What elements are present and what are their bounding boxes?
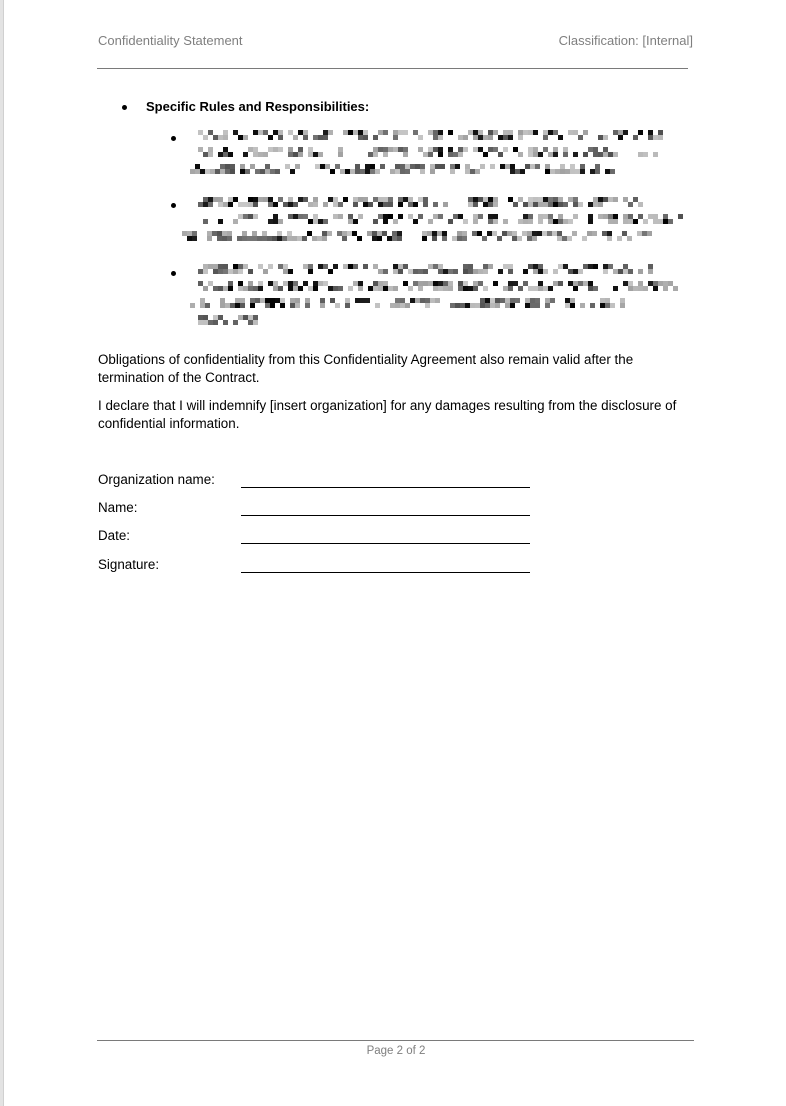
redaction-pixel bbox=[633, 219, 638, 224]
redaction-pixel bbox=[398, 269, 403, 274]
redaction-pixel bbox=[607, 236, 612, 241]
redaction-pixel bbox=[358, 214, 363, 219]
redaction-pixel bbox=[190, 303, 195, 308]
redaction-pixel bbox=[428, 219, 433, 224]
redaction-pixel bbox=[573, 152, 578, 157]
redaction-pixel bbox=[233, 219, 238, 224]
redaction-pixel bbox=[493, 281, 498, 286]
redaction-pixel bbox=[482, 236, 487, 241]
redaction-pixel bbox=[638, 269, 643, 274]
redaction-pixel bbox=[647, 231, 652, 236]
redaction-pixel bbox=[663, 286, 668, 291]
redaction-pixel bbox=[243, 135, 248, 140]
redaction-pixel bbox=[593, 286, 598, 291]
redaction-pixel bbox=[628, 269, 633, 274]
redaction-pixel bbox=[375, 169, 380, 174]
redaction-pixel bbox=[253, 320, 258, 325]
redaction-pixel bbox=[227, 236, 232, 241]
redaction-pixel bbox=[323, 135, 328, 140]
redaction-pixel bbox=[498, 152, 503, 157]
redaction-pixel bbox=[623, 130, 628, 135]
redaction-pixel bbox=[473, 286, 478, 291]
redaction-pixel bbox=[398, 202, 403, 207]
redaction-pixel bbox=[278, 219, 283, 224]
redaction-pixel bbox=[218, 219, 223, 224]
redaction-pixel bbox=[375, 303, 380, 308]
redaction-pixel bbox=[453, 269, 458, 274]
redaction-pixel bbox=[403, 130, 408, 135]
redaction-pixel bbox=[343, 197, 348, 202]
redaction-pixel bbox=[593, 264, 598, 269]
redaction-pixel bbox=[478, 214, 483, 219]
signature-field[interactable] bbox=[241, 572, 530, 573]
redaction-pixel bbox=[578, 135, 583, 140]
redaction-pixel bbox=[263, 269, 268, 274]
redaction-pixel bbox=[338, 152, 343, 157]
redaction-pixel bbox=[638, 130, 643, 135]
redaction-pixel bbox=[508, 269, 513, 274]
redaction-pixel bbox=[583, 130, 588, 135]
redaction-pixel bbox=[413, 202, 418, 207]
redaction-pixel bbox=[638, 202, 643, 207]
redaction-pixel bbox=[538, 219, 543, 224]
redaction-pixel bbox=[673, 286, 678, 291]
redaction-pixel bbox=[448, 219, 453, 224]
redaction-pixel bbox=[278, 286, 283, 291]
redaction-pixel bbox=[668, 219, 673, 224]
redaction-pixel bbox=[288, 269, 293, 274]
bullet-icon bbox=[171, 271, 176, 276]
redaction-pixel bbox=[643, 219, 648, 224]
form-label-date: Date: bbox=[98, 528, 131, 543]
redaction-pixel bbox=[643, 152, 648, 157]
redaction-pixel bbox=[473, 202, 478, 207]
redaction-pixel bbox=[293, 135, 298, 140]
redaction-pixel bbox=[405, 169, 410, 174]
redaction-pixel bbox=[517, 236, 522, 241]
redaction-pixel bbox=[483, 269, 488, 274]
form-label-name: Name: bbox=[98, 500, 138, 515]
redaction-pixel bbox=[413, 219, 418, 224]
redaction-pixel bbox=[463, 135, 468, 140]
redaction-pixel bbox=[368, 202, 373, 207]
redaction-pixel bbox=[520, 169, 525, 174]
redaction-pixel bbox=[295, 303, 300, 308]
redaction-pixel bbox=[213, 320, 218, 325]
redaction-pixel bbox=[248, 269, 253, 274]
redaction-pixel bbox=[338, 202, 343, 207]
redaction-pixel bbox=[345, 303, 350, 308]
redaction-pixel bbox=[543, 269, 548, 274]
header-divider bbox=[97, 68, 688, 69]
redaction-pixel bbox=[353, 264, 358, 269]
redaction-pixel bbox=[233, 320, 238, 325]
redaction-pixel bbox=[658, 135, 663, 140]
redaction-pixel bbox=[572, 231, 577, 236]
redaction-pixel bbox=[280, 303, 285, 308]
redaction-pixel bbox=[570, 303, 575, 308]
redaction-pixel bbox=[438, 152, 443, 157]
redaction-pixel bbox=[580, 169, 585, 174]
redaction-pixel bbox=[573, 214, 578, 219]
redaction-pixel bbox=[203, 219, 208, 224]
redaction-pixel bbox=[488, 135, 493, 140]
redaction-pixel bbox=[497, 236, 502, 241]
redaction-pixel bbox=[328, 269, 333, 274]
redaction-pixel bbox=[567, 236, 572, 241]
date-field[interactable] bbox=[241, 543, 530, 544]
redaction-pixel bbox=[328, 130, 333, 135]
redaction-pixel bbox=[320, 303, 325, 308]
redaction-pixel bbox=[558, 135, 563, 140]
redaction-pixel bbox=[377, 236, 382, 241]
redaction-pixel bbox=[448, 130, 453, 135]
page-left-edge bbox=[0, 0, 4, 1106]
redaction-pixel bbox=[203, 135, 208, 140]
redaction-pixel bbox=[578, 202, 583, 207]
redaction-pixel bbox=[275, 169, 280, 174]
redaction-pixel bbox=[278, 135, 283, 140]
redaction-pixel bbox=[393, 219, 398, 224]
redaction-pixel bbox=[563, 202, 568, 207]
redaction-pixel bbox=[617, 236, 622, 241]
redaction-pixel bbox=[290, 169, 295, 174]
redaction-pixel bbox=[442, 236, 447, 241]
redaction-pixel bbox=[253, 202, 258, 207]
redaction-pixel bbox=[610, 303, 615, 308]
redaction-pixel bbox=[393, 286, 398, 291]
redaction-pixel bbox=[480, 164, 485, 169]
redaction-pixel bbox=[253, 214, 258, 219]
paragraph-indemnify: I declare that I will indemnify [insert organization] for any damages resulting from the disclosure of confidential information. bbox=[98, 398, 677, 431]
redaction-pixel bbox=[613, 286, 618, 291]
redaction-pixel bbox=[545, 303, 550, 308]
redaction-pixel bbox=[578, 269, 583, 274]
redaction-pixel bbox=[582, 236, 587, 241]
redaction-pixel bbox=[270, 303, 275, 308]
redaction-pixel bbox=[488, 264, 493, 269]
redaction-pixel bbox=[380, 164, 385, 169]
redaction-pixel bbox=[610, 169, 615, 174]
redaction-pixel bbox=[305, 303, 310, 308]
redaction-pixel bbox=[543, 135, 548, 140]
bullet-icon bbox=[122, 105, 127, 110]
redaction-pixel bbox=[523, 269, 528, 274]
redaction-pixel bbox=[503, 219, 508, 224]
redaction-pixel bbox=[568, 219, 573, 224]
redaction-pixel bbox=[425, 303, 430, 308]
redaction-pixel bbox=[403, 152, 408, 157]
redaction-pixel bbox=[322, 236, 327, 241]
footer-divider bbox=[97, 1040, 694, 1041]
redaction-pixel bbox=[348, 286, 353, 291]
redaction-pixel bbox=[503, 147, 508, 152]
redaction-pixel bbox=[510, 303, 515, 308]
redaction-pixel bbox=[228, 286, 233, 291]
redaction-pixel bbox=[518, 152, 523, 157]
page-number: Page 2 of 2 bbox=[366, 1045, 426, 1057]
redaction-pixel bbox=[192, 236, 197, 241]
redaction-pixel bbox=[338, 214, 343, 219]
redaction-pixel bbox=[643, 286, 648, 291]
redaction-pixel bbox=[588, 219, 593, 224]
redaction-pixel bbox=[613, 152, 618, 157]
redaction-pixel bbox=[518, 286, 523, 291]
redaction-pixel bbox=[330, 169, 335, 174]
redaction-pixel bbox=[268, 135, 273, 140]
redaction-pixel bbox=[243, 152, 248, 157]
redaction-pixel bbox=[373, 219, 378, 224]
redaction-pixel bbox=[443, 202, 448, 207]
redaction-pixel bbox=[535, 164, 540, 169]
redaction-pixel bbox=[548, 286, 553, 291]
redaction-pixel bbox=[228, 202, 233, 207]
redaction-pixel bbox=[493, 219, 498, 224]
redaction-pixel bbox=[418, 214, 423, 219]
redaction-pixel bbox=[592, 231, 597, 236]
redaction-pixel bbox=[462, 236, 467, 241]
redaction-pixel bbox=[383, 269, 388, 274]
redaction-pixel bbox=[483, 286, 488, 291]
redaction-pixel bbox=[338, 286, 343, 291]
redaction-pixel bbox=[405, 303, 410, 308]
redaction-pixel bbox=[633, 135, 638, 140]
header-document-title: Confidentiality Statement bbox=[98, 33, 243, 48]
redaction-pixel bbox=[383, 130, 388, 135]
redaction-pixel bbox=[533, 130, 538, 135]
redaction-pixel bbox=[648, 269, 653, 274]
redaction-pixel bbox=[203, 269, 208, 274]
redaction-pixel bbox=[302, 236, 307, 241]
redaction-pixel bbox=[490, 164, 495, 169]
redaction-pixel bbox=[563, 152, 568, 157]
section-title: Specific Rules and Responsibilities: bbox=[146, 99, 370, 114]
redaction-pixel bbox=[363, 135, 368, 140]
redaction-pixel bbox=[393, 135, 398, 140]
redaction-pixel bbox=[603, 269, 608, 274]
redaction-pixel bbox=[357, 236, 362, 241]
redaction-pixel bbox=[498, 269, 503, 274]
redaction-pixel bbox=[455, 164, 460, 169]
redaction-pixel bbox=[463, 219, 468, 224]
redaction-pixel bbox=[590, 303, 595, 308]
redaction-pixel bbox=[440, 164, 445, 169]
redaction-pixel bbox=[603, 135, 608, 140]
redaction-pixel bbox=[508, 286, 513, 291]
organization-name-field[interactable] bbox=[241, 487, 530, 488]
redaction-pixel bbox=[358, 286, 363, 291]
redaction-pixel bbox=[583, 152, 588, 157]
redaction-pixel bbox=[423, 269, 428, 274]
redaction-pixel bbox=[273, 202, 278, 207]
redaction-pixel bbox=[203, 286, 208, 291]
redaction-pixel bbox=[208, 202, 213, 207]
redaction-pixel bbox=[245, 169, 250, 174]
redaction-pixel bbox=[613, 219, 618, 224]
redaction-pixel bbox=[335, 303, 340, 308]
redaction-pixel bbox=[580, 303, 585, 308]
redaction-pixel bbox=[278, 147, 283, 152]
redaction-pixel bbox=[553, 269, 558, 274]
redaction-pixel bbox=[353, 202, 358, 207]
redaction-pixel bbox=[418, 135, 423, 140]
redaction-pixel bbox=[448, 286, 453, 291]
redaction-pixel bbox=[495, 303, 500, 308]
redaction-pixel bbox=[388, 202, 393, 207]
redaction-pixel bbox=[450, 169, 455, 174]
redaction-pixel bbox=[518, 135, 523, 140]
redaction-pixel bbox=[223, 320, 228, 325]
redaction-pixel bbox=[598, 202, 603, 207]
redaction-pixel bbox=[250, 303, 255, 308]
redaction-pixel bbox=[475, 169, 480, 174]
redaction-pixel bbox=[653, 152, 658, 157]
redaction-pixel bbox=[438, 214, 443, 219]
redaction-pixel bbox=[295, 164, 300, 169]
redaction-pixel bbox=[268, 264, 273, 269]
redaction-pixel bbox=[420, 169, 425, 174]
redaction-pixel bbox=[205, 303, 210, 308]
redaction-pixel bbox=[435, 298, 440, 303]
redaction-pixel bbox=[430, 169, 435, 174]
redaction-pixel bbox=[373, 135, 378, 140]
redacted-list-item bbox=[190, 130, 690, 180]
redaction-pixel bbox=[678, 214, 683, 219]
bullet-icon bbox=[171, 203, 176, 208]
redaction-pixel bbox=[365, 298, 370, 303]
redaction-pixel bbox=[208, 152, 213, 157]
redaction-pixel bbox=[535, 303, 540, 308]
redaction-pixel bbox=[423, 202, 428, 207]
redaction-pixel bbox=[493, 202, 498, 207]
redaction-pixel bbox=[483, 152, 488, 157]
redaction-pixel bbox=[323, 202, 328, 207]
redaction-pixel bbox=[363, 264, 368, 269]
redaction-pixel bbox=[432, 236, 437, 241]
redaction-pixel bbox=[620, 303, 625, 308]
redaction-pixel bbox=[383, 152, 388, 157]
redaction-pixel bbox=[323, 219, 328, 224]
redaction-pixel bbox=[628, 202, 633, 207]
redaction-pixel bbox=[228, 152, 233, 157]
name-field[interactable] bbox=[241, 515, 530, 516]
redaction-pixel bbox=[515, 298, 520, 303]
redaction-pixel bbox=[573, 286, 578, 291]
redaction-pixel bbox=[293, 202, 298, 207]
redaction-pixel bbox=[422, 236, 427, 241]
redaction-pixel bbox=[327, 231, 332, 236]
redaction-pixel bbox=[373, 152, 378, 157]
redaction-pixel bbox=[463, 147, 468, 152]
redaction-pixel bbox=[353, 219, 358, 224]
redaction-pixel bbox=[207, 236, 212, 241]
form-label-signature: Signature: bbox=[98, 557, 160, 572]
redaction-pixel bbox=[318, 152, 323, 157]
redaction-pixel bbox=[538, 152, 543, 157]
header-classification: Classification: [Internal] bbox=[558, 33, 693, 48]
redaction-pixel bbox=[508, 135, 513, 140]
redaction-pixel bbox=[613, 197, 618, 202]
redaction-pixel bbox=[240, 303, 245, 308]
redaction-pixel bbox=[298, 286, 303, 291]
redaction-pixel bbox=[398, 214, 403, 219]
redaction-pixel bbox=[528, 219, 533, 224]
redaction-pixel bbox=[458, 152, 463, 157]
paragraph-obligations: Obligations of confidentiality from this Confidentiality Agreement also remain valid after the termination of the Contract. bbox=[98, 352, 634, 385]
redaction-pixel bbox=[433, 202, 438, 207]
redaction-pixel bbox=[383, 219, 388, 224]
redaction-pixel bbox=[313, 202, 318, 207]
redaction-pixel bbox=[618, 135, 623, 140]
redaction-pixel bbox=[298, 152, 303, 157]
redaction-pixel bbox=[653, 286, 658, 291]
redaction-pixel bbox=[223, 135, 228, 140]
redacted-list-item bbox=[190, 197, 680, 249]
redaction-pixel bbox=[308, 269, 313, 274]
redaction-pixel bbox=[263, 152, 268, 157]
redaction-pixel bbox=[558, 281, 563, 286]
redacted-list-item bbox=[190, 264, 670, 334]
redaction-pixel bbox=[303, 135, 308, 140]
redaction-pixel bbox=[258, 286, 263, 291]
redaction-pixel bbox=[595, 169, 600, 174]
redaction-pixel bbox=[553, 152, 558, 157]
redaction-pixel bbox=[238, 269, 243, 274]
bullet-icon bbox=[171, 136, 176, 141]
redaction-pixel bbox=[438, 135, 443, 140]
redaction-pixel bbox=[397, 236, 402, 241]
redaction-pixel bbox=[408, 286, 413, 291]
redaction-pixel bbox=[418, 286, 423, 291]
redaction-pixel bbox=[627, 236, 632, 241]
redaction-pixel bbox=[428, 152, 433, 157]
redaction-pixel bbox=[230, 169, 235, 174]
form-label-organization: Organization name: bbox=[98, 472, 215, 487]
redaction-pixel bbox=[342, 236, 347, 241]
redaction-pixel bbox=[473, 219, 478, 224]
redaction-pixel bbox=[513, 202, 518, 207]
redaction-pixel bbox=[333, 264, 338, 269]
redaction-pixel bbox=[532, 236, 537, 241]
redaction-pixel bbox=[550, 298, 555, 303]
redaction-pixel bbox=[313, 286, 318, 291]
